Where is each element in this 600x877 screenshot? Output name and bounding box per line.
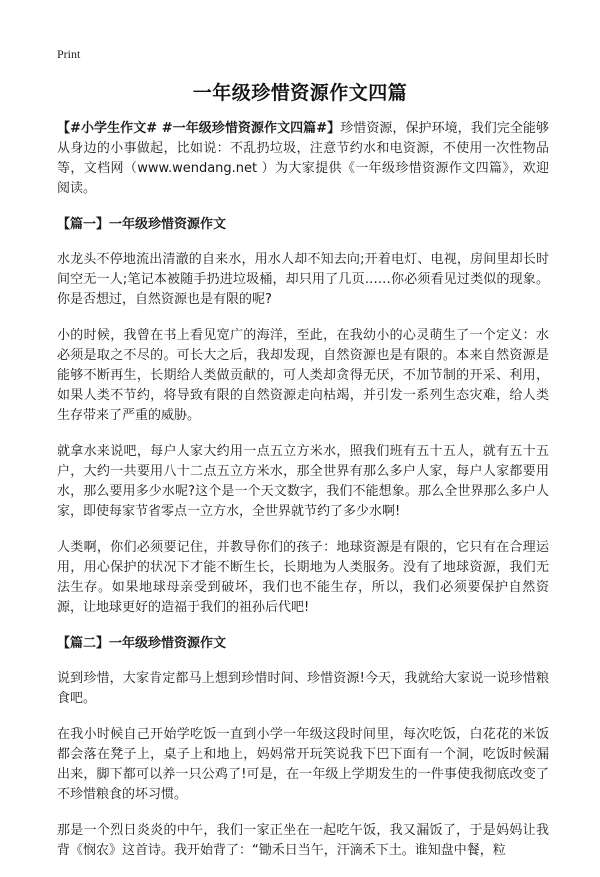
section-1-paragraph-2: 小的时候，我曾在书上看见宽广的海洋，至此，在我幼小的心灵萌生了一个定义：水必须是取之不尽的。可长大之后，我却发现，自然资源也是有限的。本来自然资源是能够不断再生，长期给人类做贡献的，可人类却贪得无厌，不加节制的开采、利用，如果人类不节约，将导致有限的自然资源走向枯竭，并引发一系列生态灾难，给人类生存带来了严重的威胁。 <box>57 328 549 423</box>
section-2-paragraph-2: 在我小时候自己开始学吃饭一直到小学一年级这段时间里，每次吃饭，白花花的米饭都会落在凳子上，桌子上和地上，妈妈常开玩笑说我下巴下面有一个洞，吃饭时候漏出来，脚下都可以养一只公鸡了!可是，在一年级上学期发生的一件事使我彻底改变了不珍惜粮食的坏习惯。 <box>57 727 549 802</box>
intro-tag: 【#小学生作文# #一年级珍惜资源作文四篇#】 <box>57 121 341 136</box>
document-body <box>57 119 549 877</box>
section-heading-2: 【篇二】一年级珍惜资源作文 <box>57 636 227 651</box>
section-2-paragraph-1: 说到珍惜，大家肯定都马上想到珍惜时间、珍惜资源!今天，我就给大家说一说珍惜粮食吧。 <box>57 671 549 706</box>
section-heading-1: 【篇一】一年级珍惜资源作文 <box>57 217 227 232</box>
section-1-paragraph-3: 就拿水来说吧，每户人家大约用一点五立方米水，照我们班有五十五人，就有五十五户，大约一共要用八十二点五立方米水，那全世界有那么多户人家，每户人家都要用水，那么要用多少水呢?这个是一个天文数字，我们不能想象。那么全世界那么多户人家，即使每家节省零点一立方水，全世界就节约了多少水啊! <box>57 444 549 519</box>
section-2-paragraph-3: 那是一个烈日炎炎的中午，我们一家正坐在一起吃午饭，我又漏饭了，于是妈妈让我背《悯农》这首诗。我开始背了：“锄禾日当午，汗滴禾下土。谁知盘中餐，粒 <box>57 823 549 858</box>
document-title: 一年级珍惜资源作文四篇 <box>192 82 408 104</box>
section-1-paragraph-4: 人类啊，你们必须要记住，并教导你们的孩子：地球资源是有限的，它只有在合理运用，用心保护的状况下才能不断生长，长期地为人类服务。没有了地球资源，我们无法生存。如果地球母亲受到破坏，我们也不能生存，所以，我们必须要保护自然资源，让地球更好的造福于我们的祖孙后代吧! <box>57 540 549 615</box>
section-1-paragraph-1: 水龙头不停地流出清澈的自来水，用水人却不知去向;开着电灯、电视，房间里却长时间空无一人;笔记本被随手扔进垃圾桶，却只用了几页……你必须看见过类似的现象。你是否想过，自然资源也是有限的呢? <box>57 252 549 307</box>
print-label[interactable]: Print <box>57 47 81 61</box>
intro-paragraph <box>57 119 549 199</box>
intro-text: 珍惜资源，保护环境，我们完全能够从身边的小事做起，比如说：不乱扔垃圾，注意节约水和电资源，不使用一次性物品等，文档网（www.wendang.net ）为大家提供《一年级珍惜资源作文四篇》，欢迎阅读。 <box>57 121 549 196</box>
